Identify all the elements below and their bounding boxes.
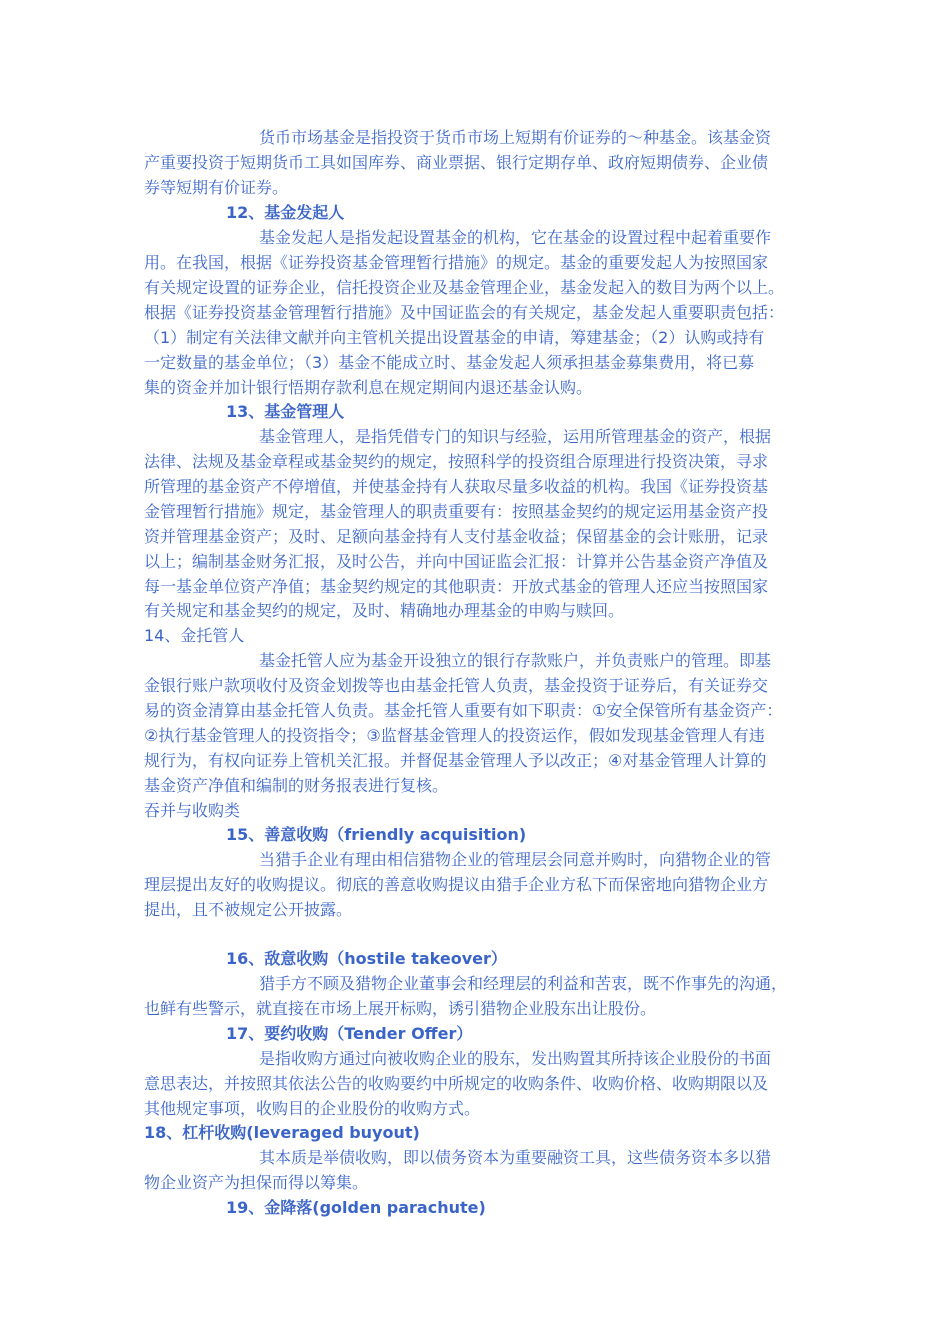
heading-15-friendly-acquisition: 15、善意收购（friendly acquisition): [226, 825, 527, 844]
text-line: 理层提出友好的收购提议。彻底的善意收购提议由猎手企业方私下而保密地向猎物企业方: [144, 875, 769, 894]
text-line: 也鲜有些警示，就直接在市场上展开标购，诱引猎物企业股东出让股份。: [144, 999, 657, 1018]
text-line: ②执行基金管理人的投资指令；③监督基金管理人的投资运作，假如发现基金管理人有违: [144, 726, 765, 745]
text-line: 其本质是举债收购，即以债务资本为重要融资工具，这些债务资本多以猎: [259, 1148, 772, 1167]
text-line: 所管理的基金资产不停增值，并使基金持有人获取尽量多收益的机构。我国《证券投资基: [144, 477, 769, 496]
text-line: 金管理暂行措施》规定，基金管理人的职责重要有：按照基金契约的规定运用基金资产投: [144, 502, 769, 521]
section-title-mergers-acquisitions: 吞并与收购类: [144, 801, 241, 820]
heading-17-tender-offer: 17、要约收购（Tender Offer）: [226, 1024, 473, 1043]
heading-18-leveraged-buyout: 18、杠杆收购(leveraged buyout): [144, 1123, 420, 1142]
text-line: 易的资金清算由基金托管人负责。基金托管人重要有如下职责：①安全保管所有基金资产：: [144, 701, 783, 720]
text-line: 集的资金并加计银行悟期存款利息在规定期间内退还基金认购。: [144, 378, 593, 397]
text-line: 根据《证券投资基金管理暂行措施》及中国证监会的有关规定，基金发起人重要职责包括：: [144, 303, 785, 322]
heading-12-fund-sponsor: 12、基金发起人: [226, 203, 345, 222]
heading-16-hostile-takeover: 16、敌意收购（hostile takeover）: [226, 949, 507, 968]
text-line: 基金发起人是指发起设置基金的机构，它在基金的设置过程中起着重要作: [259, 228, 772, 247]
text-line: 用。在我国，根据《证券投资基金管理暂行措施》的规定。基金的重要发起人为按照国家: [144, 253, 769, 272]
text-line: 资并管理基金资产；及时、足额向基金持有人支付基金收益；保留基金的会计账册，记录: [144, 527, 769, 546]
text-line: 基金资产净值和编制的财务报表进行复核。: [144, 776, 449, 795]
text-line: 一定数量的基金单位；（3）基金不能成立时、基金发起人须承担基金募集费用，将已募: [144, 353, 755, 372]
text-line: 基金托管人应为基金开设独立的银行存款账户，并负责账户的管理。即基: [259, 651, 772, 670]
text-line: 货币市场基金是指投资于货币市场上短期有价证券的～种基金。该基金资: [259, 128, 772, 147]
text-line: 物企业资产为担保而得以筹集。: [144, 1173, 369, 1192]
text-line: 券等短期有价证券。: [144, 178, 289, 197]
text-line: 其他规定事项，收购目的企业股份的收购方式。: [144, 1099, 481, 1118]
text-line: 法律、法规及基金章程或基金契约的规定，按照科学的投资组合原理进行投资决策，寻求: [144, 452, 769, 471]
heading-14-custodian: 14、金托管人: [144, 626, 245, 645]
text-line: 每一基金单位资产净值；基金契约规定的其他职责：开放式基金的管理人还应当按照国家: [144, 577, 769, 596]
text-line: 金银行账户款项收付及资金划拨等也由基金托管人负责，基金投资于证券后，有关证券交: [144, 676, 769, 695]
heading-19-golden-parachute: 19、金降落(golden parachute): [226, 1198, 486, 1217]
heading-13-fund-manager: 13、基金管理人: [226, 402, 345, 421]
text-line: 规行为，有权向证券上管机关汇报。并督促基金管理人予以改正；④对基金管理人计算的: [144, 751, 767, 770]
text-line: 提出，且不被规定公开披露。: [144, 900, 353, 919]
text-line: 有关规定设置的证券企业，信托投资企业及基金管理企业，基金发起入的数目为两个以上。: [144, 278, 785, 297]
text-line: 有关规定和基金契约的规定，及时、精确地办理基金的申购与赎回。: [144, 601, 625, 620]
text-line: 是指收购方通过向被收购企业的股东，发出购置其所持该企业股份的书面: [259, 1049, 772, 1068]
text-line: 基金管理人，是指凭借专门的知识与经验，运用所管理基金的资产，根据: [259, 427, 772, 446]
text-line: 意思表达，并按照其依法公告的收购要约中所规定的收购条件、收购价格、收购期限以及: [144, 1074, 769, 1093]
text-line: 以上；编制基金财务汇报，及时公告，并向中国证监会汇报：计算并公告基金资产净值及: [144, 552, 769, 571]
text-line: （1）制定有关法律文献并向主管机关提出设置基金的申请，筹建基金；（2）认购或持有: [144, 328, 765, 347]
text-line: 产重要投资于短期货币工具如国库券、商业票据、银行定期存单、政府短期债券、企业债: [144, 153, 769, 172]
text-line: 当猎手企业有理由相信猎物企业的管理层会同意并购时，向猎物企业的管: [259, 850, 772, 869]
text-line: 猎手方不顾及猎物企业董事会和经理层的利益和苦衷，既不作事先的沟通，: [259, 974, 788, 993]
